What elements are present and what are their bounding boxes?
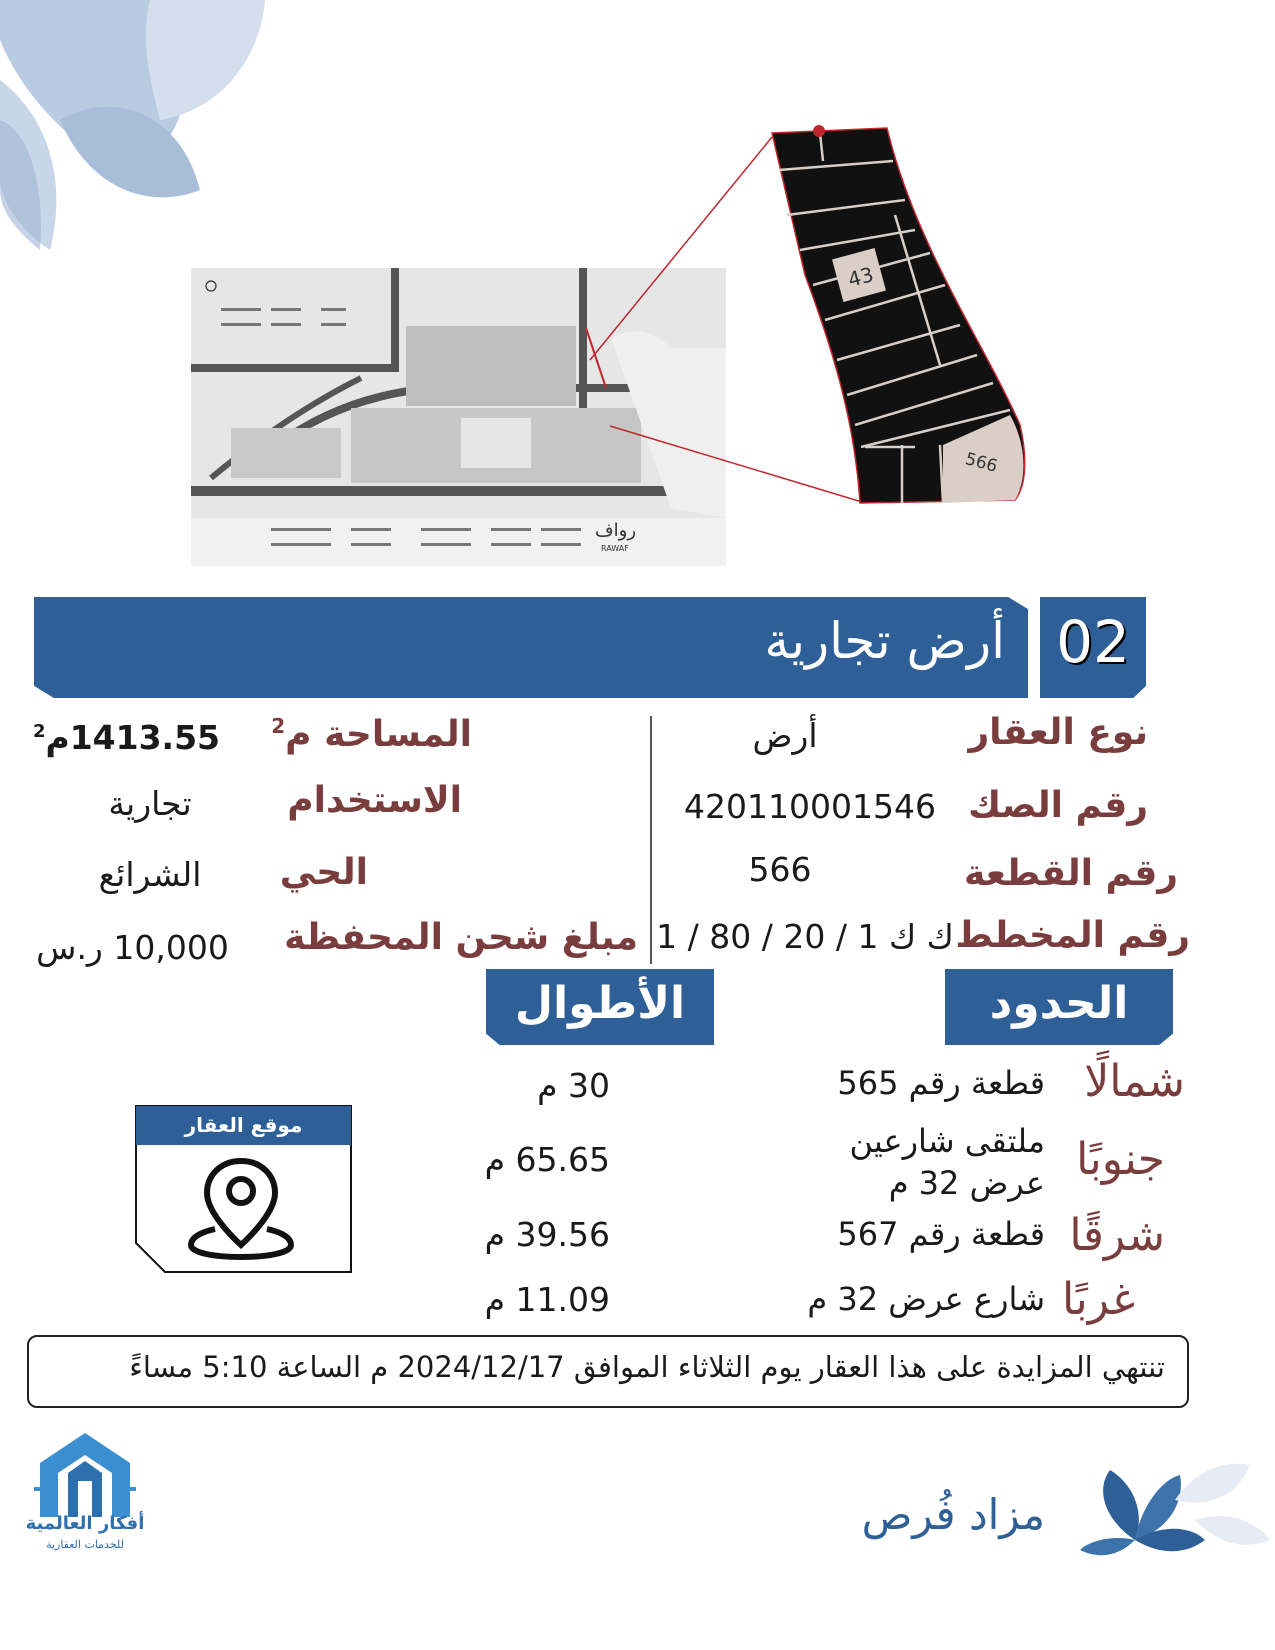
direction-south: جنوبًا (1076, 1134, 1165, 1185)
plot-number-label: 566 (962, 449, 1000, 477)
value-usage: تجارية (108, 784, 192, 823)
company-name: أفكار العالمية (25, 1513, 145, 1534)
value-plot-number: 566 (748, 850, 812, 889)
value-area (20, 718, 220, 757)
auction-note: تنتهي المزايدة على هذا العقار يوم الثلاثاء الموافق 2024/12/17 م الساعة 5:10 مساءً (129, 1350, 1165, 1384)
length-east: 39.56 م (484, 1215, 610, 1254)
label-property-type: نوع العقار (968, 712, 1148, 753)
decorative-flower-top (0, 0, 270, 270)
label-plan-number: رقم المخطط (955, 915, 1190, 956)
label-area (250, 714, 472, 755)
direction-north: شمالًا (1084, 1056, 1185, 1107)
boundaries-title: الحدود (989, 978, 1129, 1029)
decorative-flower-bottom (1075, 1440, 1275, 1600)
value-wallet-amount: 10,000 ر.س (36, 928, 229, 967)
block-number-label: 43 (845, 262, 877, 292)
label-area-text: المساحة م (285, 714, 472, 755)
length-south: 65.65 م (484, 1140, 610, 1179)
value-district: الشرائع (98, 855, 202, 894)
lengths-title: الأطوال (514, 978, 686, 1029)
label-usage: الاستخدام (287, 780, 462, 821)
direction-west: غربًا (1062, 1274, 1135, 1325)
desc-west: شارع عرض 32 م (807, 1280, 1045, 1318)
map-pin-icon (185, 1153, 297, 1261)
listing-number: 02 (1056, 608, 1130, 676)
length-west: 11.09 م (484, 1280, 610, 1319)
label-wallet-amount: مبلغ شحن المحفظة (284, 917, 638, 958)
value-property-type: أرض (752, 716, 818, 755)
details-divider (650, 716, 652, 964)
desc-north: قطعة رقم 565 (837, 1064, 1045, 1102)
location-card[interactable] (135, 1105, 352, 1273)
map-brand-latin: RAWAF (601, 544, 629, 553)
value-area-sup: 2 (32, 721, 46, 742)
company-tagline: للخدمات العقارية (46, 1538, 124, 1551)
location-title: موقع العقار (184, 1113, 303, 1137)
value-plan-number: ك ك 1 / 20 / 80 / 1 (656, 917, 954, 956)
label-deed-number: رقم الصك (968, 785, 1148, 826)
label-area-sup: 2 (271, 714, 286, 738)
desc-east: قطعة رقم 567 (837, 1215, 1045, 1253)
value-deed-number: 420110001546 (684, 787, 936, 826)
value-area-text: 1413.55م (45, 718, 220, 757)
label-plot-number: رقم القطعة (963, 853, 1178, 894)
map-brand-name: رواف (595, 520, 637, 541)
company-logo (25, 1425, 145, 1557)
desc-south: ملتقى شارعين عرض 32 م (849, 1122, 1045, 1202)
platform-name: مزاد فُرص (861, 1490, 1045, 1539)
direction-east: شرقًا (1069, 1210, 1165, 1261)
plot-zoom (765, 125, 1030, 510)
page-title: أرض تجارية (764, 612, 1005, 670)
length-north: 30 م (537, 1066, 610, 1105)
label-district: الحي (279, 852, 368, 893)
